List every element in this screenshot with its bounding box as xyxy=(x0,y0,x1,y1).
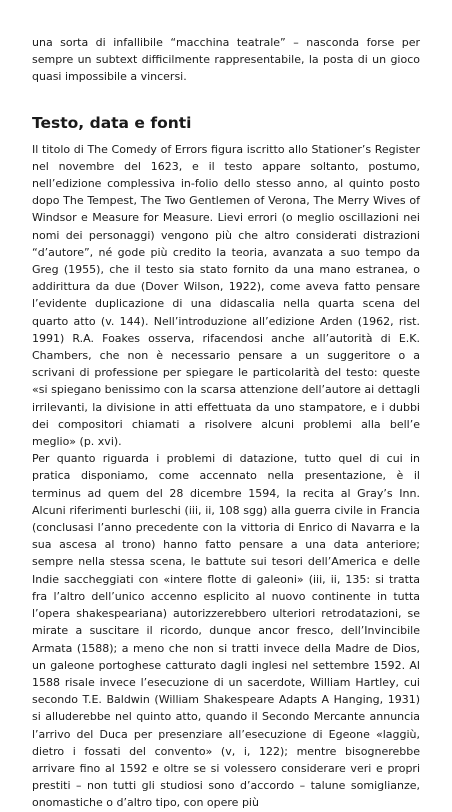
section-heading: Testo, data e fonti xyxy=(32,113,192,132)
body-paragraph-1: Il titolo di The Comedy of Errors figura iscritto allo Stationer’s Register nel novembre del 1623, e il testo appare soltanto, postumo, nell’edizione complessiva in-folio dello stesso anno, al quinto posto dopo The Tempest, The Two Gentlemen of Verona, The Merry Wives of Windsor e Measure for Measure. Lievi errori (o meglio oscillazioni nei nomi dei personaggi) vengono più che altro considerati distrazioni “d’autore”, né gode più credito la teoria, avanzata a suo tempo da Greg (1955), che il testo sia stato fornito da una mano estranea, o addirittura da due (Dover Wilson, 1922), come aveva fatto pensare l’evidente duplicazione di una didascalia nella quarta scena del quarto atto (v. 144). Nell’introduzione all’edizione Arden (1962, rist. 1991) R.A. Foakes osserva, rifacendosi anche all’autorità di E.K. Chambers, che non è necessario pensare a un suggeritore o a scrivani di professione per spiegare le particolarità del testo: queste «si spiegano benissimo con la scarsa attenzione dell’autore ai dettagli irrilevanti, la divisione in atti effettuata da uno stampatore, e i dubbi dei compositori chiamati a risolvere alcuni problemi alla bell’e meglio» (p. xvi). xyxy=(32,142,420,449)
document-page xyxy=(32,34,420,812)
continuation-paragraph: una sorta di infallibile “macchina teatrale” – nasconda forse per sempre un subtext difficilmente rappresentabile, la posta di un gioco quasi impossibile a vincersi. xyxy=(32,36,420,84)
body-paragraph-2: Per quanto riguarda i problemi di datazione, tutto quel di cui in pratica disponiamo, come accennato nella presentazione, è il terminus ad quem del 28 dicembre 1594, la recita al Gray’s Inn. Alcuni riferimenti burleschi (iii, ii, 108 sgg) alla guerra civile in Francia (conclusasi l’anno precedente con la vittoria di Enrico di Navarra e la sua ascesa al trono) hanno fatto pensare a una data anteriore; sempre nella stessa scena, le battute sui tesori dell’America e delle Indie saccheggiati con «intere flotte di galeoni» (iii, ii, 135: si tratta fra l’altro dell’unico accenno esplicito al nuovo continente in tutta l’opera shakespeariana) autorizzerebbero ulteriori retrodatazioni, se mirate a suscitare il ricordo, dunque ancor fresco, dell’Invincibile Armata (1588); a meno che non si tratti invece della Madre de Dios, un galeone portoghese catturato dagli inglesi nel settembre 1592. Al 1588 risale invece l’esecuzione di un sacerdote, William Hartley, cui secondo T.E. Baldwin (William Shakespeare Adapts A Hanging, 1931) si alluderebbe nel quinto atto, quando il Secondo Mercante annuncia l’arrivo del Duca per presenziare all’esecuzione di Egeone «laggiù, dietro i fossati del convento» (v, i, 122); mentre bisognerebbe arrivare fino al 1592 e oltre se si volessero considerare veri e propri prestiti – non tutti gli studiosi sono d’accordo – talune somiglianze, onomastiche o d’altro tipo, con opere più xyxy=(32,452,420,810)
